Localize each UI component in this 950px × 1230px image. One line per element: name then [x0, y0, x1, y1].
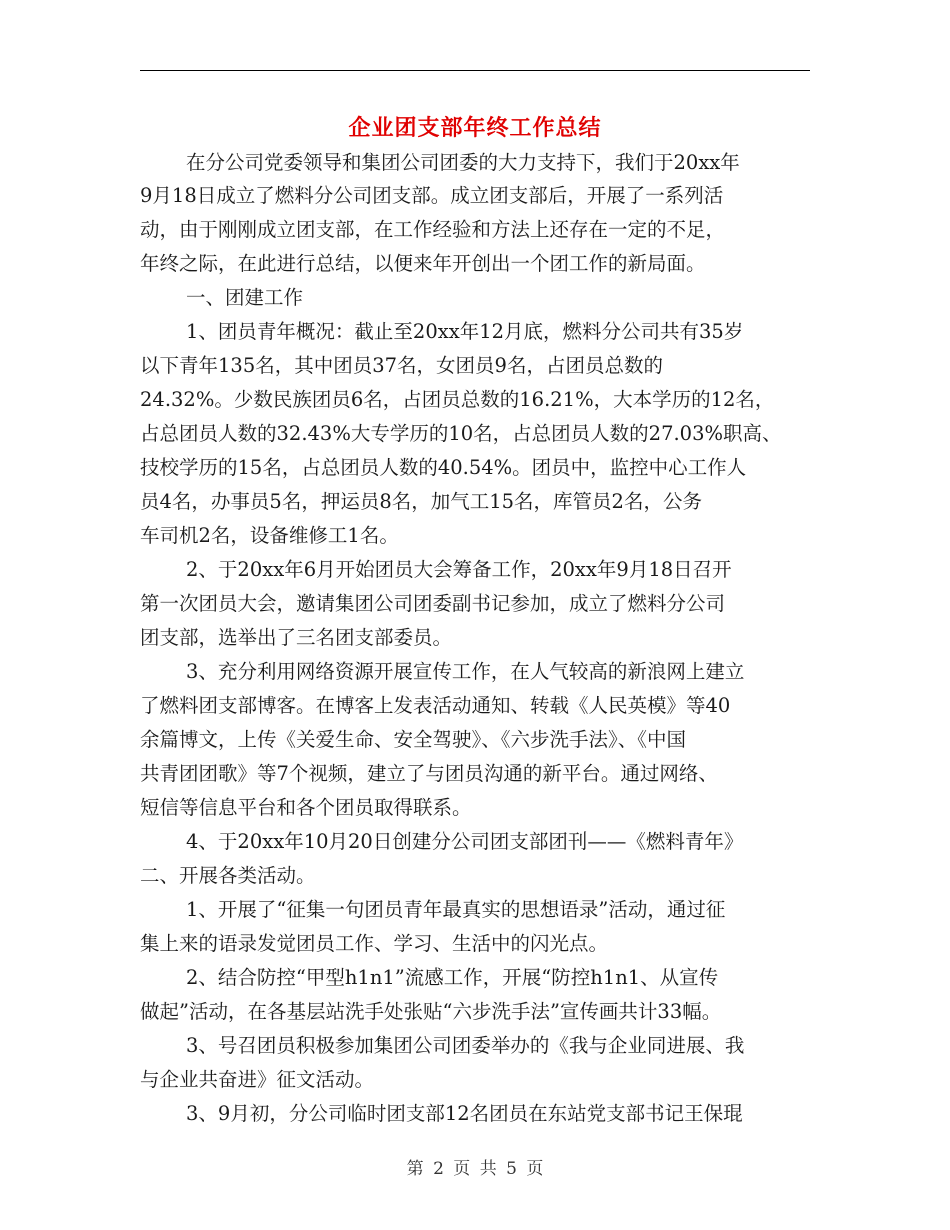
- section-heading: 二、开展各类活动。: [140, 864, 316, 887]
- body-line: 年终之际，在此进行总结，以便来年开创出一个团工作的新局面。: [140, 252, 706, 275]
- body-line: 3、充分利用网络资源开展宣传工作，在人气较高的新浪网上建立: [186, 660, 745, 683]
- body-line: 2、结合防控“甲型h1n1”流感工作，开展“防控h1n1、从宣传: [186, 966, 719, 989]
- body-line: 4、于20xx年10月20日创建分公司团支部团刊——《燃料青年》: [186, 830, 744, 853]
- header-rule: [140, 70, 810, 71]
- body-line: 余篇博文，上传《关爱生命、安全驾驶》、《六步洗手法》、《中国: [140, 728, 687, 751]
- body-line: 短信等信息平台和各个团员取得联系。: [140, 796, 472, 819]
- body-line: 了燃料团支部博客。在博客上发表活动通知、转载《人民英模》等40: [140, 694, 731, 717]
- body-line: 团支部，选举出了三名团支部委员。: [140, 626, 453, 649]
- body-line: 24.32%。少数民族团员6名，占团员总数的16.21%，大本学历的12名，: [140, 388, 775, 411]
- body-line: 9月18日成立了燃料分公司团支部。成立团支部后，开展了一系列活: [140, 184, 724, 207]
- body-line: 员4名，办事员5名，押运员8名，加气工15名，库管员2名，公务: [140, 490, 702, 513]
- page-number-footer: 第 2 页 共 5 页: [406, 1159, 544, 1179]
- body-line: 集上来的语录发觉团员工作、学习、生活中的闪光点。: [140, 932, 609, 955]
- body-line: 1、开展了“征集一句团员青年最真实的思想语录”活动，通过征: [186, 898, 726, 921]
- body-line: 2、于20xx年6月开始团员大会筹备工作，20xx年9月18日召开: [186, 558, 732, 581]
- body-line: 车司机2名，设备维修工1名。: [140, 524, 399, 547]
- body-line: 第一次团员大会，邀请集团公司团委副书记参加，成立了燃料分公司: [140, 592, 726, 615]
- document-title: 企业团支部年终工作总结: [348, 115, 602, 141]
- body-line: 在分公司党委领导和集团公司团委的大力支持下，我们于20xx年: [186, 151, 740, 174]
- body-line: 3、号召团员积极参加集团公司团委举办的《我与企业同进展、我: [186, 1034, 745, 1057]
- body-line: 占总团员人数的32.43%大专学历的10名，占总团员人数的27.03%职高、: [140, 422, 782, 445]
- body-line: 做起”活动，在各基层站洗手处张贴“六步洗手法”宣传画共计33幅。: [140, 1000, 722, 1023]
- body-line: 以下青年135名，其中团员37名，女团员9名，占团员总数的: [140, 354, 663, 377]
- body-line: 共青团团歌》等7个视频，建立了与团员沟通的新平台。通过网络、: [140, 762, 718, 785]
- body-line: 动，由于刚刚成立团支部，在工作经验和方法上还存在一定的不足，: [140, 218, 726, 241]
- body-line: 1、团员青年概况：截止至20xx年12月底，燃料分公司共有35岁: [186, 320, 744, 343]
- body-line: 与企业共奋进》征文活动。: [140, 1068, 375, 1091]
- body-line: 3、9月初，分公司临时团支部12名团员在东站党支部书记王保琨: [186, 1102, 743, 1125]
- body-line: 技校学历的15名，占总团员人数的40.54%。团员中，监控中心工作人: [140, 456, 747, 479]
- section-heading: 一、团建工作: [186, 286, 304, 309]
